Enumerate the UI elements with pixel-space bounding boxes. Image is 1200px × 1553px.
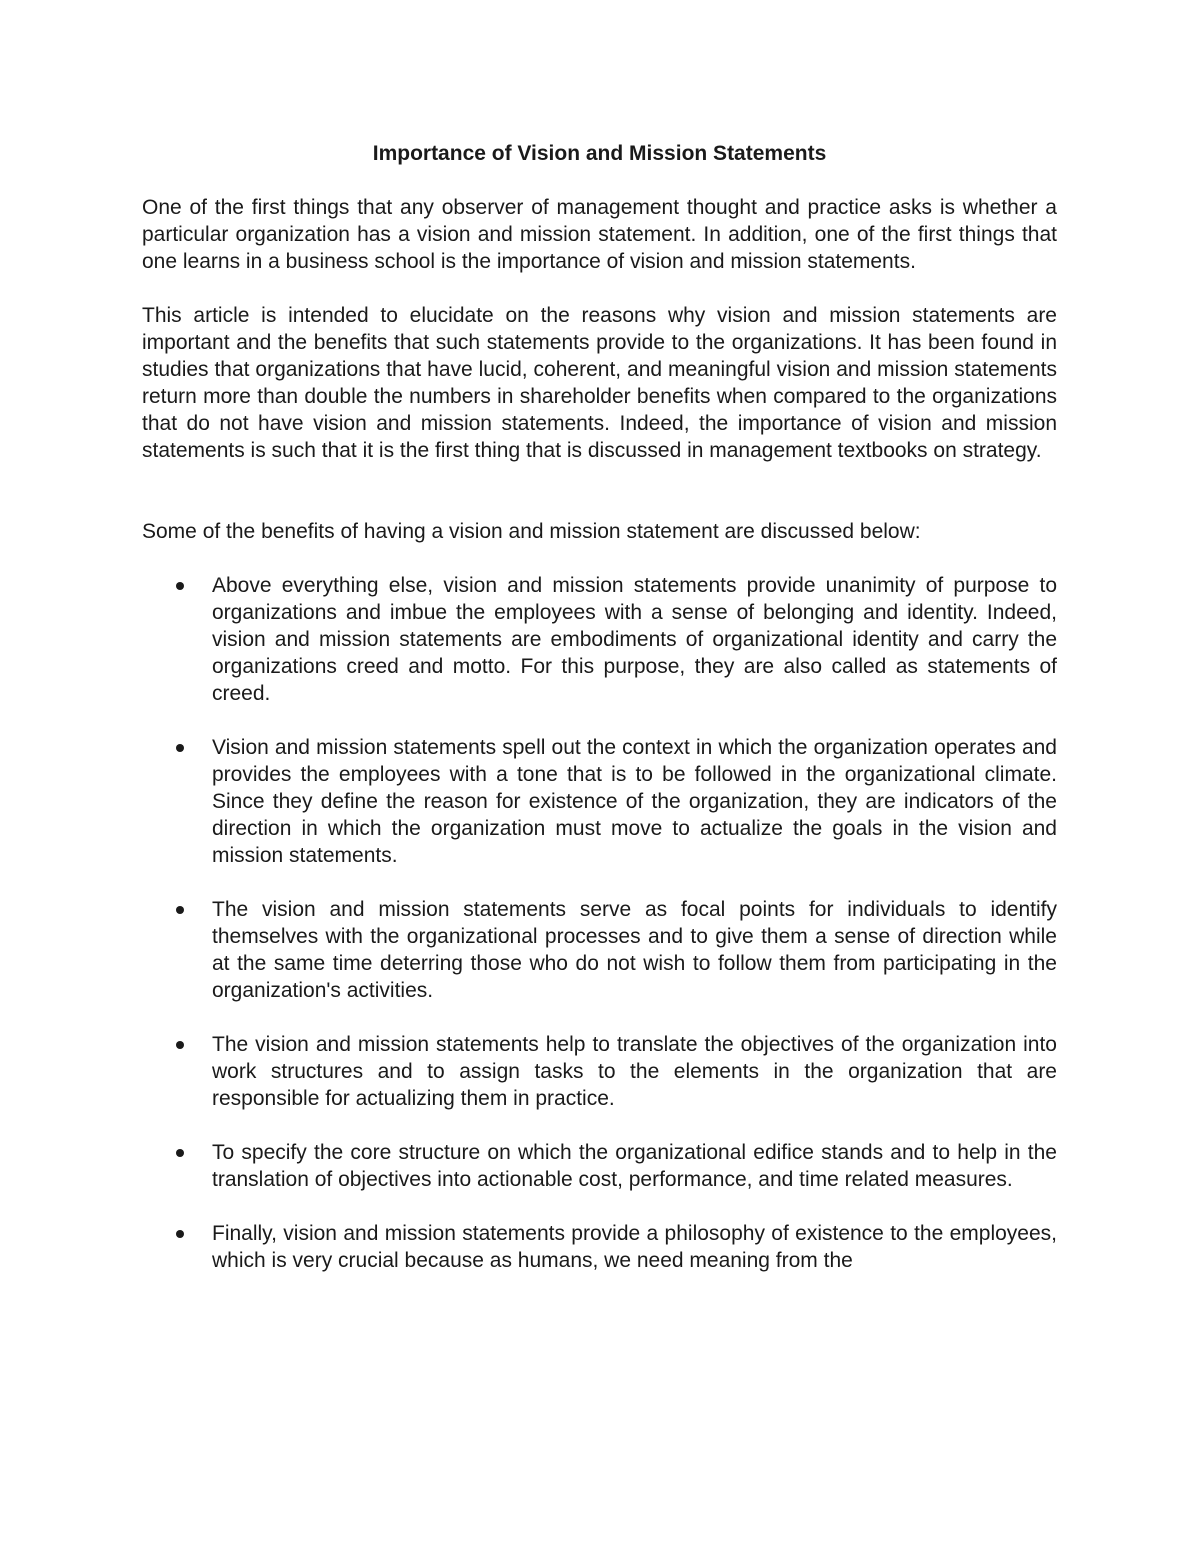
list-item (142, 896, 1057, 1004)
list-item-text: Finally, vision and mission statements provide a philosophy of existence to the employees, which is very crucial because as humans, we need meaning from the (212, 1222, 1057, 1272)
bullet-icon (176, 1041, 184, 1049)
intro-paragraph: One of the first things that any observer of management thought and practice asks is whether a particular organization has a vision and mission statement. In addition, one of the first things that one learns in a business school is the importance of vision and mission statements. (142, 196, 1057, 273)
bullet-icon (176, 1230, 184, 1238)
document-page (142, 140, 1057, 1301)
benefits-list (142, 572, 1057, 1274)
list-item (142, 734, 1057, 869)
list-item-text: Above everything else, vision and mission statements provide unanimity of purpose to organizations and imbue the employees with a sense of belonging and identity. Indeed, vision and mission statements are embodiments of organizational identity and carry the organizations creed and motto. For this purpose, they are also called as statements of creed. (212, 574, 1057, 705)
list-item-text: The vision and mission statements serve as focal points for individuals to identify themselves with the organizational processes and to give them a sense of direction while at the same time deterring those who do not wish to follow them from participating in the organization's activities. (212, 898, 1057, 1002)
bullet-icon (176, 1149, 184, 1157)
list-item (142, 1031, 1057, 1112)
bullet-icon (176, 906, 184, 914)
list-item-text: Vision and mission statements spell out the context in which the organization operates and provides the employees with a tone that is to be followed in the organizational climate. Since they define the reason for existence of the organization, they are indicators of the direction in which the organization must move to actualize the goals in the vision and mission statements. (212, 736, 1057, 867)
article-purpose-paragraph: This article is intended to elucidate on the reasons why vision and mission statements are important and the benefits that such statements provide to the organizations. It has been found in studies that organizations that have lucid, coherent, and meaningful vision and mission statements return more than double the numbers in shareholder benefits when compared to the organizations that do not have vision and mission statements. Indeed, the importance of vision and mission statements is such that it is the first thing that is discussed in management textbooks on strategy. (142, 304, 1057, 462)
list-item-text: To specify the core structure on which the organizational edifice stands and to help in the translation of objectives into actionable cost, performance, and time related measures. (212, 1141, 1057, 1191)
document-title: Importance of Vision and Mission Statements (372, 142, 827, 165)
benefits-intro-paragraph: Some of the benefits of having a vision and mission statement are discussed below: (142, 520, 921, 543)
list-item (142, 1220, 1057, 1274)
bullet-icon (176, 744, 184, 752)
bullet-icon (176, 582, 184, 590)
list-item (142, 572, 1057, 707)
list-item (142, 1139, 1057, 1193)
list-item-text: The vision and mission statements help to translate the objectives of the organization into work structures and to assign tasks to the elements in the organization that are responsible for actualizing them in practice. (212, 1033, 1057, 1110)
